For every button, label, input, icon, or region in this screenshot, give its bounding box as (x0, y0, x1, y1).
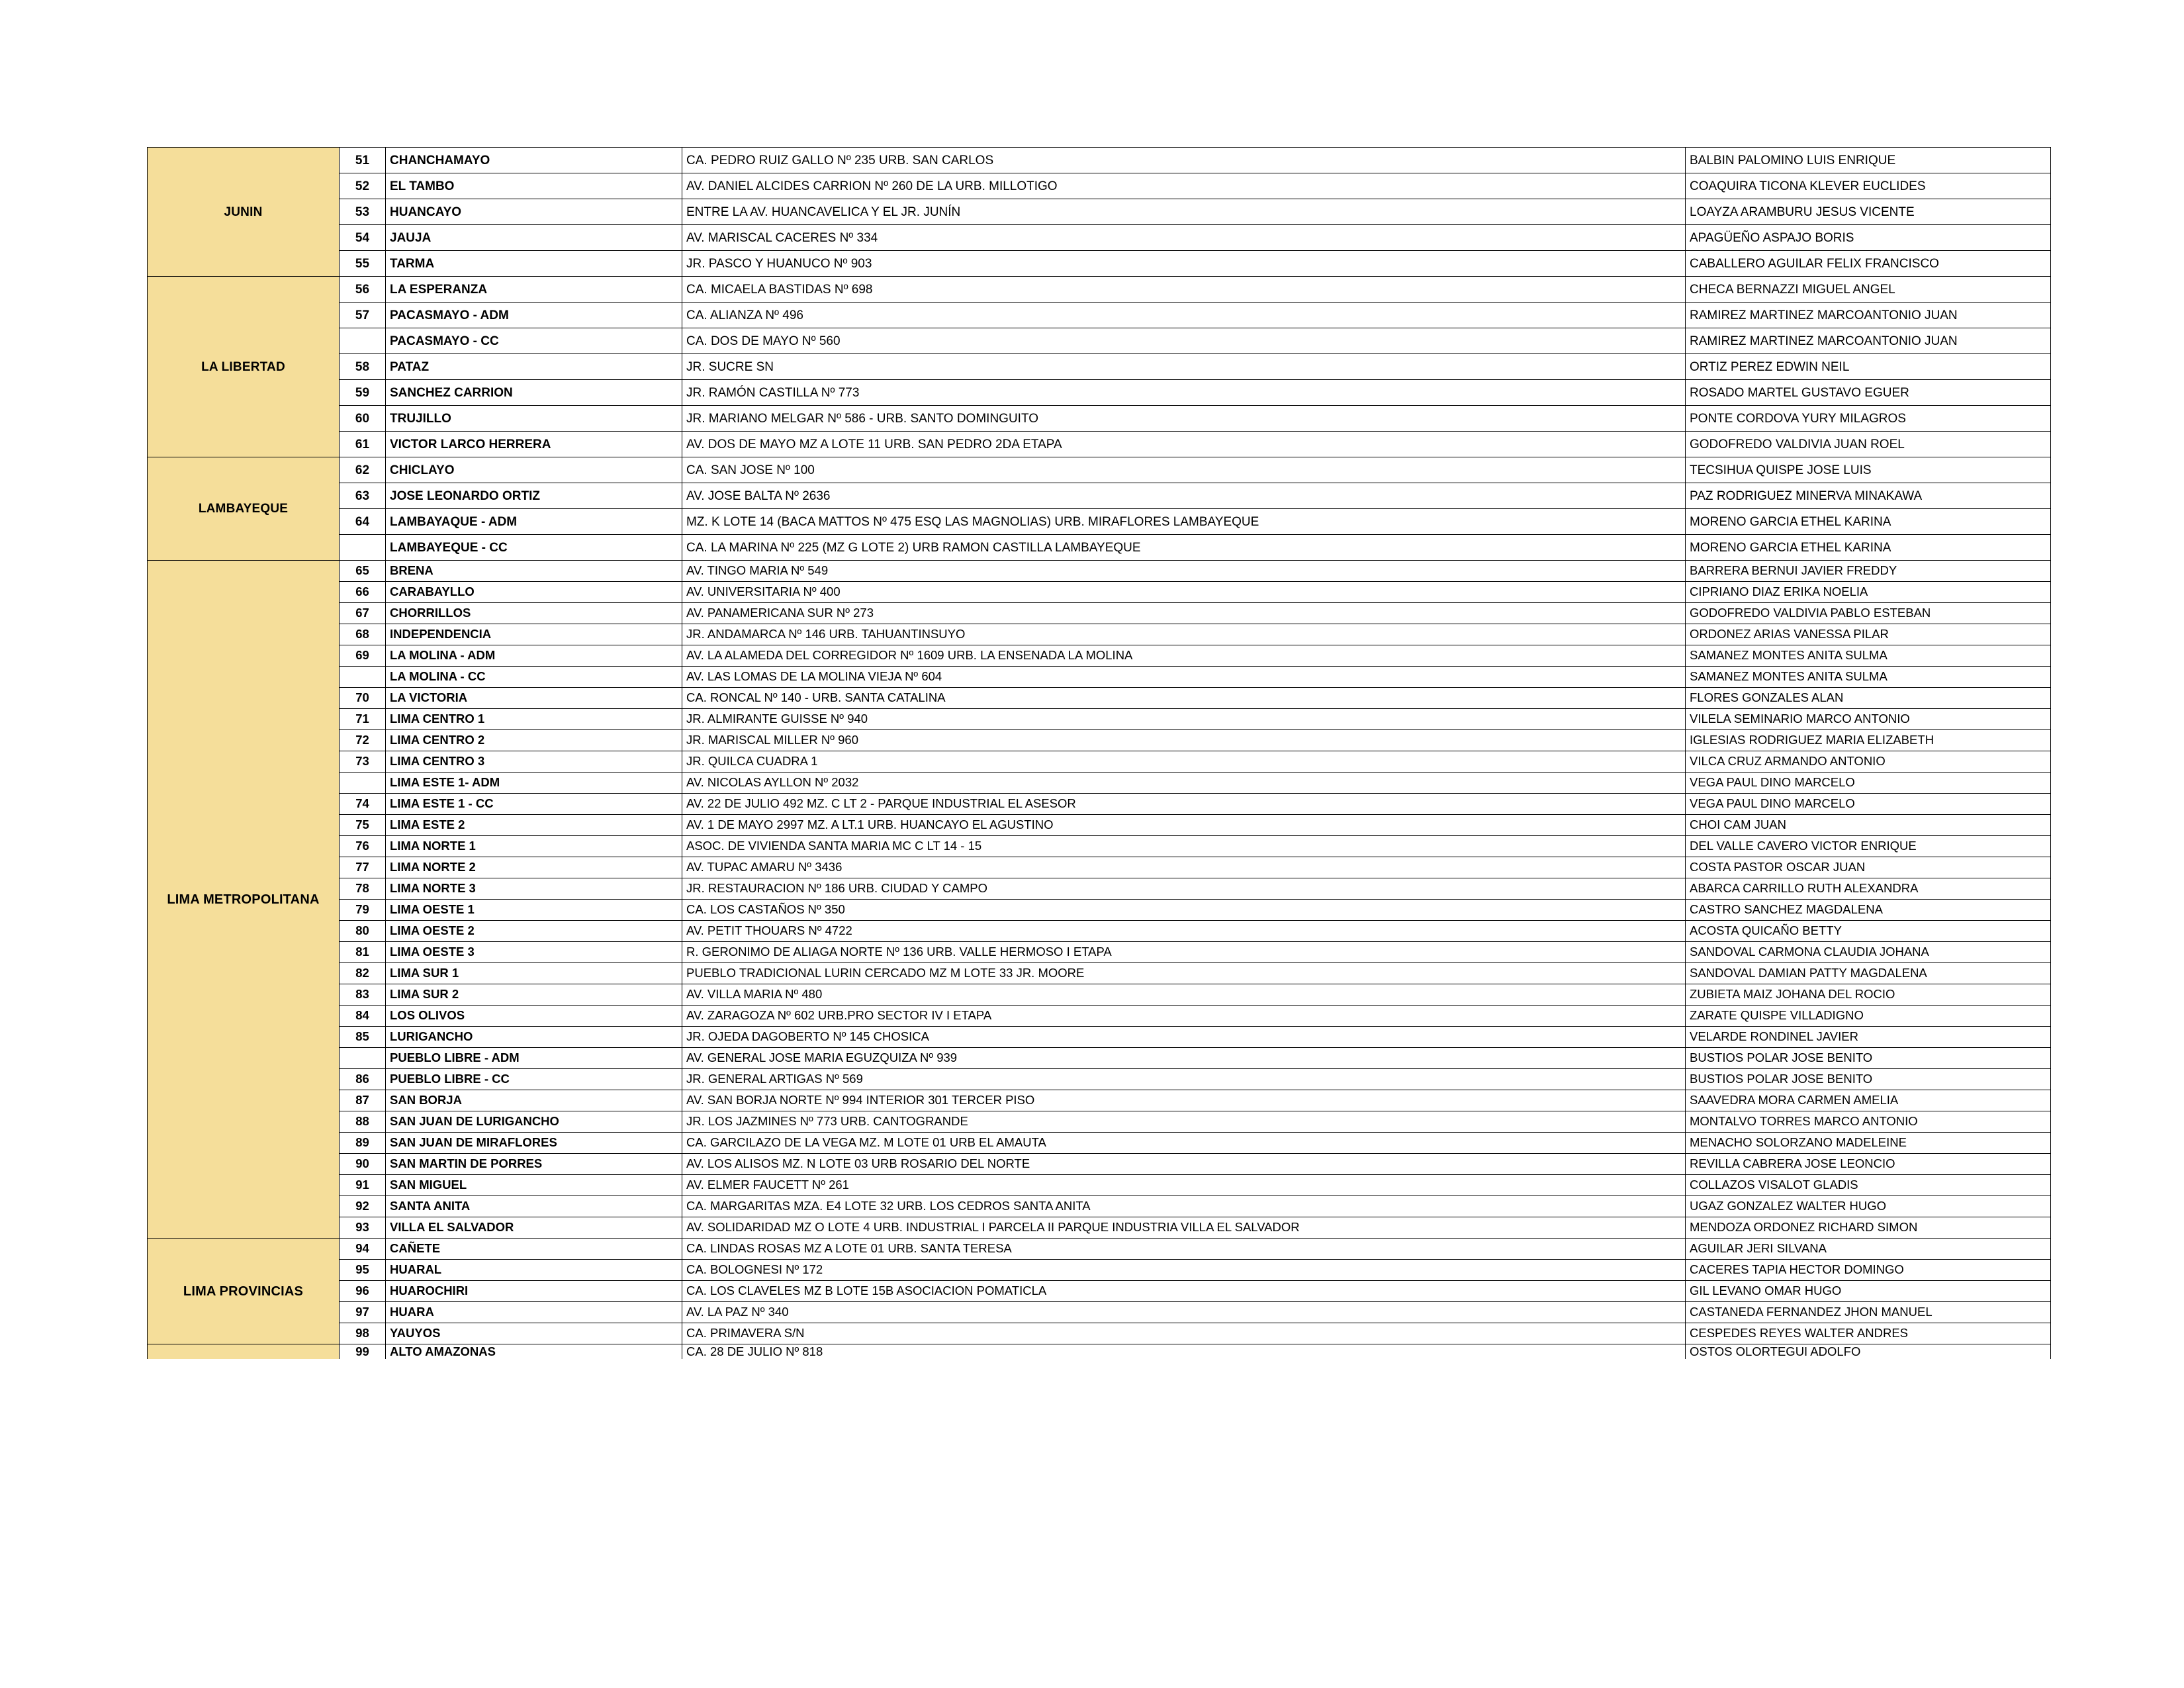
address-cell: AV. UNIVERSITARIA Nº 400 (682, 582, 1686, 603)
office-name-cell: LIMA OESTE 3 (386, 942, 682, 963)
responsible-cell: VEGA PAUL DINO MARCELO (1686, 773, 2051, 794)
address-cell: CA. LOS CASTAÑOS Nº 350 (682, 900, 1686, 921)
table-row (148, 688, 2051, 709)
row-number-cell: 86 (340, 1069, 386, 1090)
row-number-cell: 92 (340, 1196, 386, 1217)
office-name-cell: SAN BORJA (386, 1090, 682, 1111)
responsible-cell: CASTANEDA FERNANDEZ JHON MANUEL (1686, 1302, 2051, 1323)
table-row (148, 535, 2051, 561)
table-row (148, 303, 2051, 328)
row-number-cell: 93 (340, 1217, 386, 1239)
row-number-cell: 96 (340, 1281, 386, 1302)
responsible-cell: ORTIZ PEREZ EDWIN NEIL (1686, 354, 2051, 380)
address-cell: CA. ALIANZA Nº 496 (682, 303, 1686, 328)
row-number-cell: 68 (340, 624, 386, 645)
row-number-cell: 59 (340, 380, 386, 406)
row-number-cell: 85 (340, 1027, 386, 1048)
responsible-cell: SAMANEZ MONTES ANITA SULMA (1686, 667, 2051, 688)
row-number-cell: 91 (340, 1175, 386, 1196)
responsible-cell: BARRERA BERNUI JAVIER FREDDY (1686, 561, 2051, 582)
office-name-cell: LAMBAYEQUE - CC (386, 535, 682, 561)
office-name-cell: LIMA OESTE 1 (386, 900, 682, 921)
region-cell: JUNIN (148, 148, 340, 277)
address-cell: JR. QUILCA CUADRA 1 (682, 751, 1686, 773)
table-row (148, 1196, 2051, 1217)
address-cell: AV. VILLA MARIA Nº 480 (682, 984, 1686, 1006)
row-number-cell: 78 (340, 878, 386, 900)
office-name-cell: TRUJILLO (386, 406, 682, 432)
address-cell: AV. ZARAGOZA Nº 602 URB.PRO SECTOR IV I ETAPA (682, 1006, 1686, 1027)
office-name-cell: LIMA NORTE 1 (386, 836, 682, 857)
responsible-cell: UGAZ GONZALEZ WALTER HUGO (1686, 1196, 2051, 1217)
office-name-cell: PACASMAYO - ADM (386, 303, 682, 328)
row-number-cell (340, 1048, 386, 1069)
row-number-cell: 77 (340, 857, 386, 878)
table-row (148, 794, 2051, 815)
responsible-cell: GODOFREDO VALDIVIA PABLO ESTEBAN (1686, 603, 2051, 624)
region-cell: LAMBAYEQUE (148, 457, 340, 561)
table-row (148, 857, 2051, 878)
table-row (148, 667, 2051, 688)
row-number-cell: 94 (340, 1239, 386, 1260)
row-number-cell: 62 (340, 457, 386, 483)
office-name-cell: LOS OLIVOS (386, 1006, 682, 1027)
region-cell: LIMA PROVINCIAS (148, 1239, 340, 1344)
row-number-cell: 65 (340, 561, 386, 582)
office-name-cell: LA MOLINA - ADM (386, 645, 682, 667)
responsible-cell: MENDOZA ORDONEZ RICHARD SIMON (1686, 1217, 2051, 1239)
responsible-cell: BALBIN PALOMINO LUIS ENRIQUE (1686, 148, 2051, 173)
address-cell: AV. MARISCAL CACERES Nº 334 (682, 225, 1686, 251)
table-row (148, 878, 2051, 900)
table-row (148, 1260, 2051, 1281)
row-number-cell: 88 (340, 1111, 386, 1133)
responsible-cell: FLORES GONZALES ALAN (1686, 688, 2051, 709)
address-cell: CA. RONCAL Nº 140 - URB. SANTA CATALINA (682, 688, 1686, 709)
row-number-cell: 73 (340, 751, 386, 773)
address-cell: CA. DOS DE MAYO Nº 560 (682, 328, 1686, 354)
responsible-cell: APAGÜEÑO ASPAJO BORIS (1686, 225, 2051, 251)
row-number-cell: 67 (340, 603, 386, 624)
address-cell: AV. DANIEL ALCIDES CARRION Nº 260 DE LA URB. MILLOTIGO (682, 173, 1686, 199)
office-name-cell: CARABAYLLO (386, 582, 682, 603)
office-name-cell: LIMA SUR 2 (386, 984, 682, 1006)
responsible-cell: CIPRIANO DIAZ ERIKA NOELIA (1686, 582, 2051, 603)
responsible-cell: MONTALVO TORRES MARCO ANTONIO (1686, 1111, 2051, 1133)
address-cell: AV. 1 DE MAYO 2997 MZ. A LT.1 URB. HUANCAYO EL AGUSTINO (682, 815, 1686, 836)
address-cell: JR. GENERAL ARTIGAS Nº 569 (682, 1069, 1686, 1090)
office-name-cell: LIMA ESTE 1- ADM (386, 773, 682, 794)
office-name-cell: SANTA ANITA (386, 1196, 682, 1217)
responsible-cell: LOAYZA ARAMBURU JESUS VICENTE (1686, 199, 2051, 225)
row-number-cell: 84 (340, 1006, 386, 1027)
office-name-cell: SANCHEZ CARRION (386, 380, 682, 406)
row-number-cell: 69 (340, 645, 386, 667)
address-cell: PUEBLO TRADICIONAL LURIN CERCADO MZ M LOTE 33 JR. MOORE (682, 963, 1686, 984)
row-number-cell: 55 (340, 251, 386, 277)
address-cell: JR. PASCO Y HUANUCO Nº 903 (682, 251, 1686, 277)
row-number-cell (340, 667, 386, 688)
office-name-cell: CHICLAYO (386, 457, 682, 483)
row-number-cell: 52 (340, 173, 386, 199)
office-name-cell: INDEPENDENCIA (386, 624, 682, 645)
office-name-cell: EL TAMBO (386, 173, 682, 199)
office-name-cell: HUARA (386, 1302, 682, 1323)
office-name-cell: LA MOLINA - CC (386, 667, 682, 688)
office-name-cell: CAÑETE (386, 1239, 682, 1260)
address-cell: AV. GENERAL JOSE MARIA EGUZQUIZA Nº 939 (682, 1048, 1686, 1069)
address-cell: CA. MICAELA BASTIDAS Nº 698 (682, 277, 1686, 303)
office-name-cell: YAUYOS (386, 1323, 682, 1344)
table-row (148, 328, 2051, 354)
office-name-cell: LIMA SUR 1 (386, 963, 682, 984)
responsible-cell: ORDONEZ ARIAS VANESSA PILAR (1686, 624, 2051, 645)
office-name-cell: SAN MIGUEL (386, 1175, 682, 1196)
row-number-cell: 80 (340, 921, 386, 942)
responsible-cell: MENACHO SOLORZANO MADELEINE (1686, 1133, 2051, 1154)
row-number-cell: 57 (340, 303, 386, 328)
responsible-cell: MORENO GARCIA ETHEL KARINA (1686, 509, 2051, 535)
row-number-cell: 79 (340, 900, 386, 921)
row-number-cell: 95 (340, 1260, 386, 1281)
address-cell: JR. ANDAMARCA Nº 146 URB. TAHUANTINSUYO (682, 624, 1686, 645)
responsible-cell: CHOI CAM JUAN (1686, 815, 2051, 836)
address-cell: AV. JOSE BALTA Nº 2636 (682, 483, 1686, 509)
office-name-cell: CHORRILLOS (386, 603, 682, 624)
row-number-cell: 76 (340, 836, 386, 857)
responsible-cell: GIL LEVANO OMAR HUGO (1686, 1281, 2051, 1302)
address-cell: JR. LOS JAZMINES Nº 773 URB. CANTOGRANDE (682, 1111, 1686, 1133)
responsible-cell: SAMANEZ MONTES ANITA SULMA (1686, 645, 2051, 667)
table-row (148, 1175, 2051, 1196)
table-row (148, 815, 2051, 836)
address-cell: CA. LA MARINA Nº 225 (MZ G LOTE 2) URB RAMON CASTILLA LAMBAYEQUE (682, 535, 1686, 561)
table-row (148, 1344, 2051, 1360)
office-name-cell: PUEBLO LIBRE - CC (386, 1069, 682, 1090)
table-row (148, 921, 2051, 942)
office-name-cell: PUEBLO LIBRE - ADM (386, 1048, 682, 1069)
row-number-cell: 75 (340, 815, 386, 836)
table-row (148, 984, 2051, 1006)
row-number-cell: 72 (340, 730, 386, 751)
table-row (148, 836, 2051, 857)
address-cell: AV. 22 DE JULIO 492 MZ. C LT 2 - PARQUE INDUSTRIAL EL ASESOR (682, 794, 1686, 815)
table-row (148, 251, 2051, 277)
responsible-cell: AGUILAR JERI SILVANA (1686, 1239, 2051, 1260)
office-name-cell: HUANCAYO (386, 199, 682, 225)
address-cell: AV. SOLIDARIDAD MZ O LOTE 4 URB. INDUSTRIAL I PARCELA II PARQUE INDUSTRIA VILLA EL SALVADOR (682, 1217, 1686, 1239)
region-cell (148, 1344, 340, 1360)
row-number-cell: 90 (340, 1154, 386, 1175)
responsible-cell: CHECA BERNAZZI MIGUEL ANGEL (1686, 277, 2051, 303)
table-row (148, 225, 2051, 251)
row-number-cell: 63 (340, 483, 386, 509)
responsible-cell: BUSTIOS POLAR JOSE BENITO (1686, 1069, 2051, 1090)
table-row (148, 645, 2051, 667)
row-number-cell: 53 (340, 199, 386, 225)
row-number-cell: 70 (340, 688, 386, 709)
region-cell: LIMA METROPOLITANA (148, 561, 340, 1239)
responsible-cell: RAMIREZ MARTINEZ MARCOANTONIO JUAN (1686, 303, 2051, 328)
responsible-cell: ROSADO MARTEL GUSTAVO EGUER (1686, 380, 2051, 406)
responsible-cell: VILELA SEMINARIO MARCO ANTONIO (1686, 709, 2051, 730)
responsible-cell: BUSTIOS POLAR JOSE BENITO (1686, 1048, 2051, 1069)
address-cell: MZ. K LOTE 14 (BACA MATTOS Nº 475 ESQ LAS MAGNOLIAS) URB. MIRAFLORES LAMBAYEQUE (682, 509, 1686, 535)
responsible-cell: ZARATE QUISPE VILLADIGNO (1686, 1006, 2051, 1027)
row-number-cell: 71 (340, 709, 386, 730)
table-row (148, 603, 2051, 624)
address-cell: R. GERONIMO DE ALIAGA NORTE Nº 136 URB. VALLE HERMOSO I ETAPA (682, 942, 1686, 963)
address-cell: JR. RESTAURACION Nº 186 URB. CIUDAD Y CAMPO (682, 878, 1686, 900)
responsible-cell: VELARDE RONDINEL JAVIER (1686, 1027, 2051, 1048)
table-row (148, 1133, 2051, 1154)
table-row (148, 1281, 2051, 1302)
table-row (148, 1048, 2051, 1069)
office-name-cell: LIMA CENTRO 1 (386, 709, 682, 730)
responsible-cell: MORENO GARCIA ETHEL KARINA (1686, 535, 2051, 561)
office-name-cell: VILLA EL SALVADOR (386, 1217, 682, 1239)
office-name-cell: VICTOR LARCO HERRERA (386, 432, 682, 457)
address-cell: AV. DOS DE MAYO MZ A LOTE 11 URB. SAN PEDRO 2DA ETAPA (682, 432, 1686, 457)
row-number-cell: 81 (340, 942, 386, 963)
office-name-cell: LIMA ESTE 2 (386, 815, 682, 836)
address-cell: AV. SAN BORJA NORTE Nº 994 INTERIOR 301 TERCER PISO (682, 1090, 1686, 1111)
table-row (148, 751, 2051, 773)
table-row (148, 1302, 2051, 1323)
address-cell: ENTRE LA AV. HUANCAVELICA Y EL JR. JUNÍN (682, 199, 1686, 225)
table-row (148, 1217, 2051, 1239)
address-cell: ASOC. DE VIVIENDA SANTA MARIA MC C LT 14 - 15 (682, 836, 1686, 857)
address-cell: AV. TINGO MARIA Nº 549 (682, 561, 1686, 582)
responsible-cell: SANDOVAL CARMONA CLAUDIA JOHANA (1686, 942, 2051, 963)
address-cell: CA. MARGARITAS MZA. E4 LOTE 32 URB. LOS CEDROS SANTA ANITA (682, 1196, 1686, 1217)
office-name-cell: HUARAL (386, 1260, 682, 1281)
row-number-cell: 51 (340, 148, 386, 173)
office-name-cell: LIMA CENTRO 3 (386, 751, 682, 773)
office-name-cell: LIMA ESTE 1 - CC (386, 794, 682, 815)
table-row (148, 1090, 2051, 1111)
address-cell: JR. ALMIRANTE GUISSE Nº 940 (682, 709, 1686, 730)
office-name-cell: LIMA NORTE 3 (386, 878, 682, 900)
row-number-cell: 61 (340, 432, 386, 457)
address-cell: AV. LA PAZ Nº 340 (682, 1302, 1686, 1323)
row-number-cell: 56 (340, 277, 386, 303)
table-row (148, 709, 2051, 730)
table-row (148, 509, 2051, 535)
row-number-cell: 58 (340, 354, 386, 380)
office-name-cell: LAMBAYAQUE - ADM (386, 509, 682, 535)
address-cell: AV. TUPAC AMARU Nº 3436 (682, 857, 1686, 878)
responsible-cell: CACERES TAPIA HECTOR DOMINGO (1686, 1260, 2051, 1281)
address-cell: JR. SUCRE SN (682, 354, 1686, 380)
row-number-cell: 54 (340, 225, 386, 251)
address-cell: JR. OJEDA DAGOBERTO Nº 145 CHOSICA (682, 1027, 1686, 1048)
table-row (148, 406, 2051, 432)
table-row (148, 1006, 2051, 1027)
address-cell: CA. BOLOGNESI Nº 172 (682, 1260, 1686, 1281)
office-name-cell: TARMA (386, 251, 682, 277)
row-number-cell: 83 (340, 984, 386, 1006)
table-row (148, 457, 2051, 483)
address-cell: AV. PANAMERICANA SUR Nº 273 (682, 603, 1686, 624)
address-cell: JR. MARISCAL MILLER Nº 960 (682, 730, 1686, 751)
table-row (148, 173, 2051, 199)
office-name-cell: SAN JUAN DE MIRAFLORES (386, 1133, 682, 1154)
responsible-cell: CESPEDES REYES WALTER ANDRES (1686, 1323, 2051, 1344)
region-cell: LA LIBERTAD (148, 277, 340, 457)
table-row (148, 900, 2051, 921)
row-number-cell: 82 (340, 963, 386, 984)
row-number-cell: 89 (340, 1133, 386, 1154)
office-name-cell: LIMA OESTE 2 (386, 921, 682, 942)
address-cell: CA. 28 DE JULIO Nº 818 (682, 1344, 1686, 1360)
address-cell: AV. ELMER FAUCETT Nº 261 (682, 1175, 1686, 1196)
responsible-cell: OSTOS OLORTEGUI ADOLFO (1686, 1344, 2051, 1360)
table-row (148, 432, 2051, 457)
office-name-cell: ALTO AMAZONAS (386, 1344, 682, 1360)
responsible-cell: COAQUIRA TICONA KLEVER EUCLIDES (1686, 173, 2051, 199)
office-name-cell: LA ESPERANZA (386, 277, 682, 303)
table-row (148, 1027, 2051, 1048)
table-row (148, 963, 2051, 984)
table-row (148, 1154, 2051, 1175)
responsible-cell: TECSIHUA QUISPE JOSE LUIS (1686, 457, 2051, 483)
responsible-cell: SAAVEDRA MORA CARMEN AMELIA (1686, 1090, 2051, 1111)
responsible-cell: COSTA PASTOR OSCAR JUAN (1686, 857, 2051, 878)
office-name-cell: LA VICTORIA (386, 688, 682, 709)
office-name-cell: PACASMAYO - CC (386, 328, 682, 354)
address-cell: AV. LAS LOMAS DE LA MOLINA VIEJA Nº 604 (682, 667, 1686, 688)
responsible-cell: CASTRO SANCHEZ MAGDALENA (1686, 900, 2051, 921)
responsible-cell: DEL VALLE CAVERO VICTOR ENRIQUE (1686, 836, 2051, 857)
office-name-cell: SAN MARTIN DE PORRES (386, 1154, 682, 1175)
table-row (148, 483, 2051, 509)
table-row (148, 199, 2051, 225)
table-row (148, 582, 2051, 603)
address-cell: CA. SAN JOSE Nº 100 (682, 457, 1686, 483)
responsible-cell: ZUBIETA MAIZ JOHANA DEL ROCIO (1686, 984, 2051, 1006)
office-name-cell: PATAZ (386, 354, 682, 380)
responsible-cell: GODOFREDO VALDIVIA JUAN ROEL (1686, 432, 2051, 457)
offices-table (147, 147, 2051, 1359)
address-cell: AV. LOS ALISOS MZ. N LOTE 03 URB ROSARIO DEL NORTE (682, 1154, 1686, 1175)
table-row (148, 1069, 2051, 1090)
row-number-cell (340, 328, 386, 354)
responsible-cell: CABALLERO AGUILAR FELIX FRANCISCO (1686, 251, 2051, 277)
table-row (148, 1323, 2051, 1344)
row-number-cell: 87 (340, 1090, 386, 1111)
row-number-cell: 74 (340, 794, 386, 815)
responsible-cell: VILCA CRUZ ARMANDO ANTONIO (1686, 751, 2051, 773)
office-name-cell: JAUJA (386, 225, 682, 251)
responsible-cell: ABARCA CARRILLO RUTH ALEXANDRA (1686, 878, 2051, 900)
responsible-cell: SANDOVAL DAMIAN PATTY MAGDALENA (1686, 963, 2051, 984)
row-number-cell: 66 (340, 582, 386, 603)
address-cell: CA. PRIMAVERA S/N (682, 1323, 1686, 1344)
row-number-cell: 64 (340, 509, 386, 535)
address-cell: AV. NICOLAS AYLLON Nº 2032 (682, 773, 1686, 794)
responsible-cell: RAMIREZ MARTINEZ MARCOANTONIO JUAN (1686, 328, 2051, 354)
table-row (148, 624, 2051, 645)
responsible-cell: PAZ RODRIGUEZ MINERVA MINAKAWA (1686, 483, 2051, 509)
responsible-cell: REVILLA CABRERA JOSE LEONCIO (1686, 1154, 2051, 1175)
offices-table-body (148, 148, 2051, 1360)
office-name-cell: BRENA (386, 561, 682, 582)
office-name-cell: JOSE LEONARDO ORTIZ (386, 483, 682, 509)
address-cell: CA. GARCILAZO DE LA VEGA MZ. M LOTE 01 URB EL AMAUTA (682, 1133, 1686, 1154)
table-row (148, 148, 2051, 173)
office-name-cell: CHANCHAMAYO (386, 148, 682, 173)
row-number-cell (340, 535, 386, 561)
address-cell: AV. LA ALAMEDA DEL CORREGIDOR Nº 1609 URB. LA ENSENADA LA MOLINA (682, 645, 1686, 667)
row-number-cell: 99 (340, 1344, 386, 1360)
table-row (148, 354, 2051, 380)
office-name-cell: HUAROCHIRI (386, 1281, 682, 1302)
office-name-cell: LURIGANCHO (386, 1027, 682, 1048)
office-name-cell: LIMA NORTE 2 (386, 857, 682, 878)
address-cell: JR. MARIANO MELGAR Nº 586 - URB. SANTO DOMINGUITO (682, 406, 1686, 432)
address-cell: JR. RAMÓN CASTILLA Nº 773 (682, 380, 1686, 406)
responsible-cell: ACOSTA QUICAÑO BETTY (1686, 921, 2051, 942)
table-row (148, 730, 2051, 751)
table-row (148, 1239, 2051, 1260)
responsible-cell: COLLAZOS VISALOT GLADIS (1686, 1175, 2051, 1196)
row-number-cell: 60 (340, 406, 386, 432)
table-row (148, 277, 2051, 303)
table-row (148, 561, 2051, 582)
responsible-cell: VEGA PAUL DINO MARCELO (1686, 794, 2051, 815)
address-cell: AV. PETIT THOUARS Nº 4722 (682, 921, 1686, 942)
row-number-cell: 97 (340, 1302, 386, 1323)
responsible-cell: PONTE CORDOVA YURY MILAGROS (1686, 406, 2051, 432)
table-row (148, 1111, 2051, 1133)
table-row (148, 942, 2051, 963)
row-number-cell: 98 (340, 1323, 386, 1344)
office-name-cell: SAN JUAN DE LURIGANCHO (386, 1111, 682, 1133)
address-cell: CA. LOS CLAVELES MZ B LOTE 15B ASOCIACION POMATICLA (682, 1281, 1686, 1302)
table-row (148, 380, 2051, 406)
row-number-cell (340, 773, 386, 794)
table-row (148, 773, 2051, 794)
responsible-cell: IGLESIAS RODRIGUEZ MARIA ELIZABETH (1686, 730, 2051, 751)
address-cell: CA. PEDRO RUIZ GALLO Nº 235 URB. SAN CARLOS (682, 148, 1686, 173)
address-cell: CA. LINDAS ROSAS MZ A LOTE 01 URB. SANTA TERESA (682, 1239, 1686, 1260)
office-name-cell: LIMA CENTRO 2 (386, 730, 682, 751)
